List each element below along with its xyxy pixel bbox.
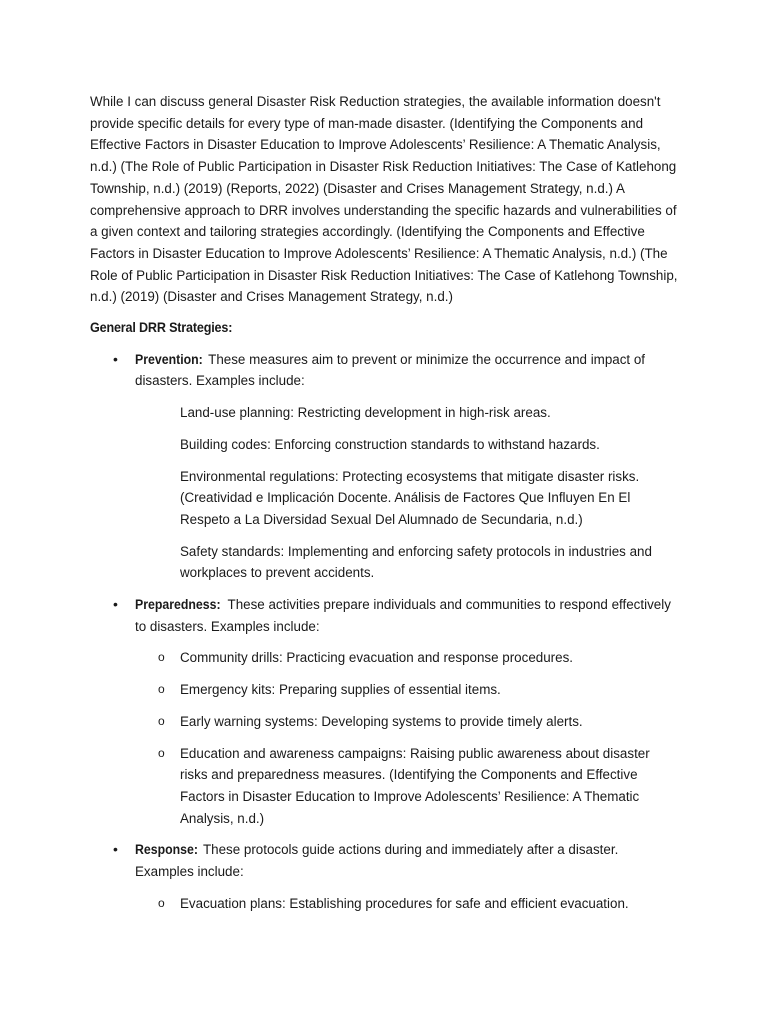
bullet-marker: • bbox=[113, 841, 118, 858]
strategy-item-response bbox=[90, 839, 680, 914]
strategy-label: Response: bbox=[135, 842, 198, 858]
example-text: Community drills: Practicing evacuation and response procedures. bbox=[180, 650, 573, 666]
strategy-item-preparedness bbox=[90, 594, 680, 829]
example-item bbox=[135, 466, 680, 531]
example-item bbox=[135, 434, 680, 456]
strategy-list bbox=[90, 349, 680, 915]
document-page bbox=[90, 91, 680, 925]
sub-marker: o bbox=[158, 682, 165, 697]
example-item bbox=[135, 893, 680, 915]
strategy-label: Preparedness: bbox=[135, 597, 221, 613]
example-item bbox=[135, 541, 680, 584]
section-heading: General DRR Strategies: bbox=[90, 319, 233, 336]
example-text: Emergency kits: Preparing supplies of essential items. bbox=[180, 682, 501, 698]
example-text: Environmental regulations: Protecting ecosystems that mitigate disaster risks. (Creatividad e Implicación Docente. Análisis de Factores Que Influyen En El Respeto a La Diversidad Sexual Del Alumnado de Secundaria, n.d.) bbox=[180, 468, 640, 527]
strategy-label: Prevention: bbox=[135, 351, 203, 367]
sub-marker: o bbox=[158, 745, 165, 760]
intro-paragraph: While I can discuss general Disaster Risk Reduction strategies, the available information doesn't provide specific details for every type of man-made disaster. (Identifying the Components and Effective Factors in Disaster Education to Improve Adolescents’ Resilience: A Thematic Analysis, n.d.) (The Role of Public Participation in Disaster Risk Reduction Initiatives: The Case of Katlehong Township, n.d.) (2019) (Reports, 2022) (Disaster and Crises Management Strategy, n.d.) A comprehensive approach to DRR involves understanding the specific hazards and vulnerabilities of a given context and tailoring strategies accordingly. (Identifying the Components and Effective Factors in Disaster Education to Improve Adolescents’ Resilience: A Thematic Analysis, n.d.) (The Role of Public Participation in Disaster Risk Reduction Initiatives: The Case of Katlehong Township, n.d.) (2019) (Disaster and Crises Management Strategy, n.d.) bbox=[90, 94, 678, 305]
sub-marker: o bbox=[158, 895, 165, 910]
sub-marker: o bbox=[158, 650, 165, 665]
bullet-marker: • bbox=[113, 350, 118, 367]
example-item bbox=[135, 402, 680, 424]
example-text: Land-use planning: Restricting development in high-risk areas. bbox=[180, 405, 551, 421]
example-text: Evacuation plans: Establishing procedures for safe and efficient evacuation. bbox=[180, 895, 629, 911]
sub-marker: o bbox=[158, 713, 165, 728]
example-list bbox=[135, 893, 680, 915]
strategy-description: These measures aim to prevent or minimize the occurrence and impact of disasters. Examples include: bbox=[135, 351, 646, 389]
example-list bbox=[135, 647, 680, 829]
example-list bbox=[135, 402, 680, 584]
example-item bbox=[135, 743, 680, 830]
bullet-marker: • bbox=[113, 596, 118, 613]
strategy-description: These activities prepare individuals and communities to respond effectively to disasters. Examples include: bbox=[135, 597, 671, 634]
strategy-description: These protocols guide actions during and immediately after a disaster. Examples include: bbox=[135, 842, 619, 880]
example-text: Education and awareness campaigns: Raising public awareness about disaster risks and preparedness measures. (Identifying the Components and Effective Factors in Disaster Education to Improve Adolescents’ Resilience: A Thematic Analysis, n.d.) bbox=[180, 745, 650, 826]
example-item bbox=[135, 647, 680, 669]
example-text: Safety standards: Implementing and enforcing safety protocols in industries and workplaces to prevent accidents. bbox=[180, 543, 652, 581]
example-item bbox=[135, 711, 680, 733]
example-text: Building codes: Enforcing construction standards to withstand hazards. bbox=[180, 436, 600, 452]
strategy-item-prevention bbox=[90, 349, 680, 584]
example-item bbox=[135, 679, 680, 701]
example-text: Early warning systems: Developing systems to provide timely alerts. bbox=[180, 713, 583, 729]
